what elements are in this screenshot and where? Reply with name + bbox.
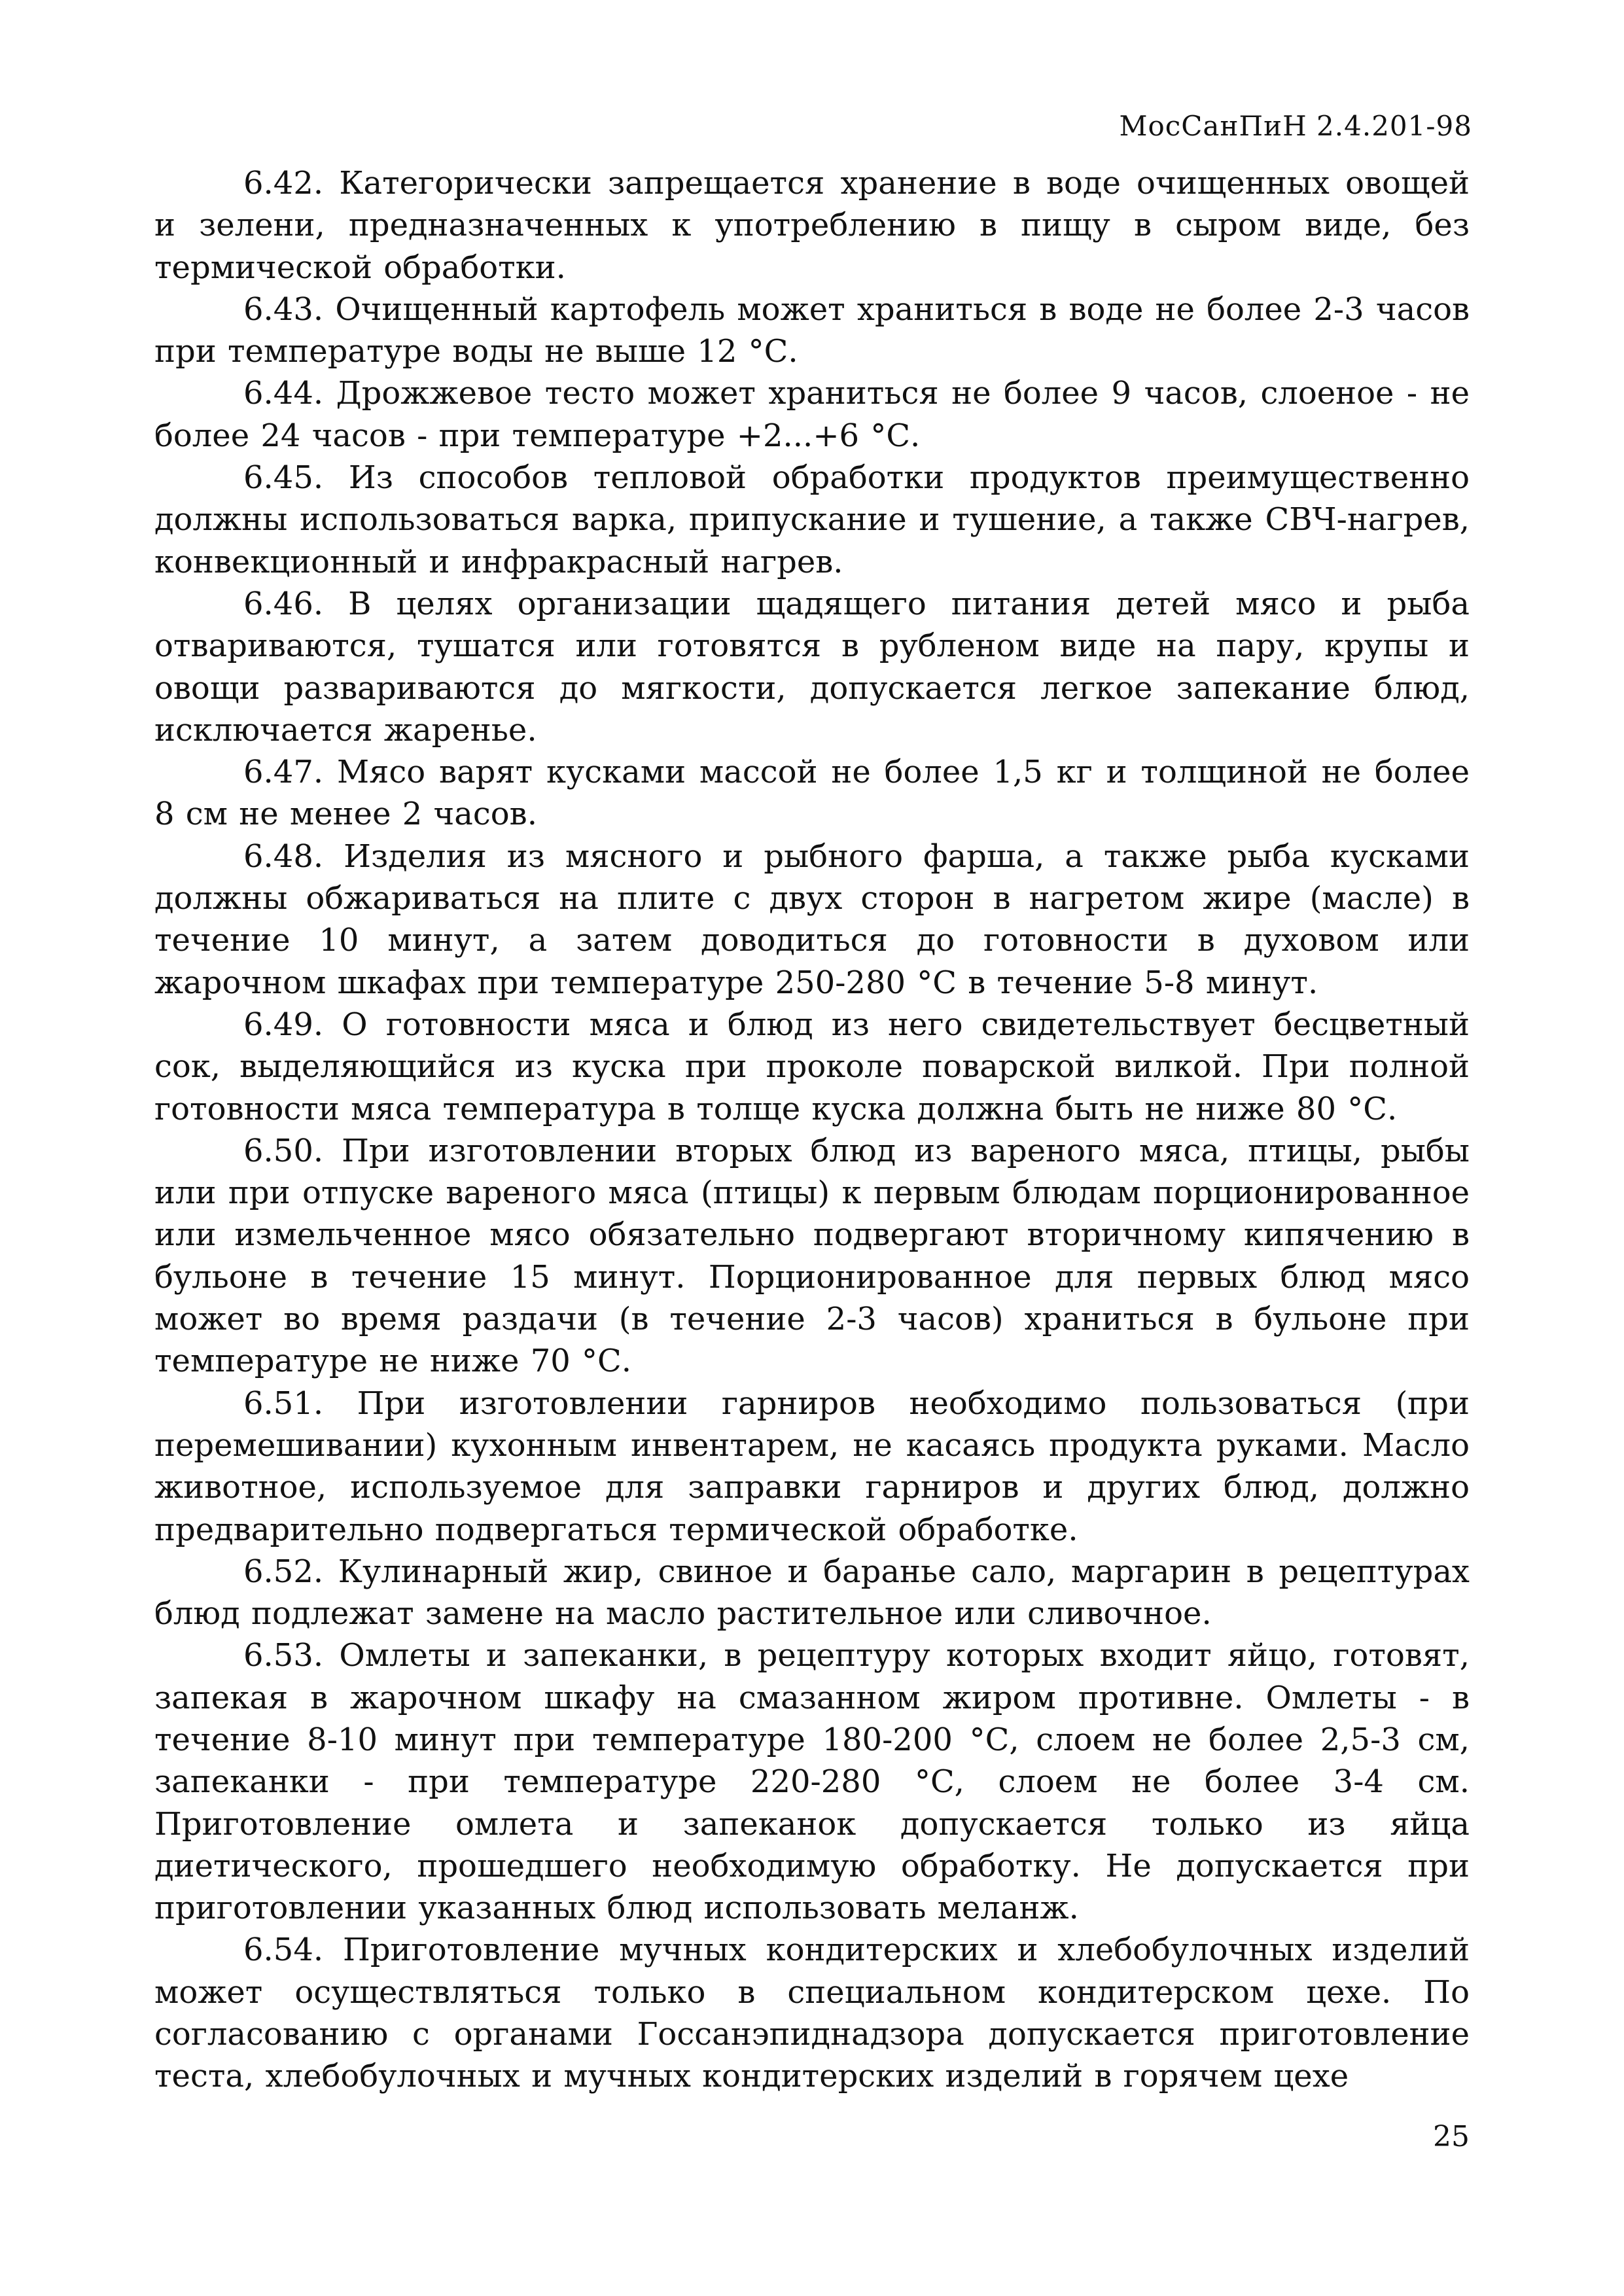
paragraph-number: 6.48. [243,838,324,875]
paragraph-text: При изготовлении вторых блюд из вареного мяса, птицы, рыбы или при отпуске вареного мяса (птицы) к первым блюдам порционированное или измельченное мясо обязательно подвергают вторичному кипячению в бульоне в течение 15 минут. Порционированное для первых блюд мясо может во время раздачи (в течение 2-3 часов) храниться в бульоне при температуре не ниже 70 °С. [154,1132,1470,1380]
paragraph-number: 6.42. [243,165,324,202]
paragraph-number: 6.50. [243,1132,324,1169]
paragraph-text: В целях организации щадящего питания детей мясо и рыба отвариваются, тушатся или готовятся в рубленом виде на пару, крупы и овощи развариваются до мягкости, допускается легкое запекание блюд, исключается жаренье. [154,585,1470,749]
paragraph-number: 6.43. [243,291,324,328]
paragraph-number: 6.45. [243,459,324,497]
paragraph-text: О готовности мяса и блюд из него свидетельствует бесцветный сок, выделяющийся из куска при проколе поварской вилкой. При полной готовности мяса температура в толще куска должна быть не ниже 80 °С. [154,1006,1470,1127]
paragraph-number: 6.49. [243,1006,324,1043]
paragraph-text: Очищенный картофель может храниться в воде не более 2-3 часов при температуре воды не выше 12 °С. [154,291,1470,370]
paragraph-6-54 [154,1929,1470,2097]
paragraph-text: Омлеты и запеканки, в рецептуру которых входит яйцо, готовят, запекая в жарочном шкафу на смазанном жиром противне. Омлеты - в течение 8-10 минут при температуре 180-200 °С, слоем не более 2,5-3 см, запеканки - при температуре 220-280 °С, слоем не более 3-4 см. Приготовление омлета и запеканок допускается только из яйца диетического, прошедшего необходимую обработку. Не допускается при приготовлении указанных блюд использовать меланж. [154,1637,1470,1927]
paragraph-6-43 [154,289,1470,373]
paragraph-6-53 [154,1634,1470,1929]
paragraph-text: Категорически запрещается хранение в воде очищенных овощей и зелени, предназначенных к употреблению в пищу в сыром виде, без термической обработки. [154,165,1470,286]
paragraph-6-52 [154,1551,1470,1635]
paragraph-number: 6.44. [243,375,324,412]
paragraph-6-48 [154,836,1470,1004]
paragraph-number: 6.54. [243,1932,324,1969]
paragraph-text: Дрожжевое тесто может храниться не более 9 часов, слоеное - не более 24 часов - при температуре +2...+6 °С. [154,375,1470,454]
document-body [154,162,1470,2098]
paragraph-text: Кулинарный жир, свиное и баранье сало, маргарин в рецептурах блюд подлежат замене на масло растительное или сливочное. [154,1553,1470,1633]
paragraph-6-46 [154,583,1470,751]
paragraph-text: Изделия из мясного и рыбного фарша, а также рыба кусками должны обжариваться на плите с двух сторон в нагретом жире (масле) в течение 10 минут, а затем доводиться до готовности в духовом или жарочном шкафах при температуре 250-280 °С в течение 5-8 минут. [154,838,1470,1001]
paragraph-number: 6.52. [243,1553,324,1590]
paragraph-number: 6.46. [243,585,324,622]
paragraph-number: 6.51. [243,1385,324,1422]
paragraph-6-42 [154,162,1470,289]
paragraph-number: 6.53. [243,1637,324,1674]
paragraph-number: 6.47. [243,754,324,791]
document-code-header: МосСанПиН 2.4.201-98 [1119,110,1472,142]
paragraph-6-44 [154,372,1470,457]
paragraph-text: Мясо варят кусками массой не более 1,5 кг и толщиной не более 8 см не менее 2 часов. [154,754,1470,833]
paragraph-6-47 [154,751,1470,836]
paragraph-6-51 [154,1383,1470,1551]
paragraph-text: Приготовление мучных кондитерских и хлебобулочных изделий может осуществляться только в специальном кондитерском цехе. По согласованию с органами Госсанэпиднадзора допускается приготовление теста, хлебобулочных и мучных кондитерских изделий в горячем цехе [154,1932,1470,2095]
paragraph-6-49 [154,1004,1470,1130]
paragraph-text: При изготовлении гарниров необходимо пользоваться (при перемешивании) кухонным инвентарем, не касаясь продукта руками. Масло животное, используемое для заправки гарниров и других блюд, должно предварительно подвергаться термической обработке. [154,1385,1470,1548]
page-number: 25 [1433,2120,1470,2153]
paragraph-6-50 [154,1130,1470,1383]
paragraph-6-45 [154,457,1470,583]
paragraph-text: Из способов тепловой обработки продуктов преимущественно должны использоваться варка, припускание и тушение, а также СВЧ-нагрев, конвекционный и инфракрасный нагрев. [154,459,1470,580]
